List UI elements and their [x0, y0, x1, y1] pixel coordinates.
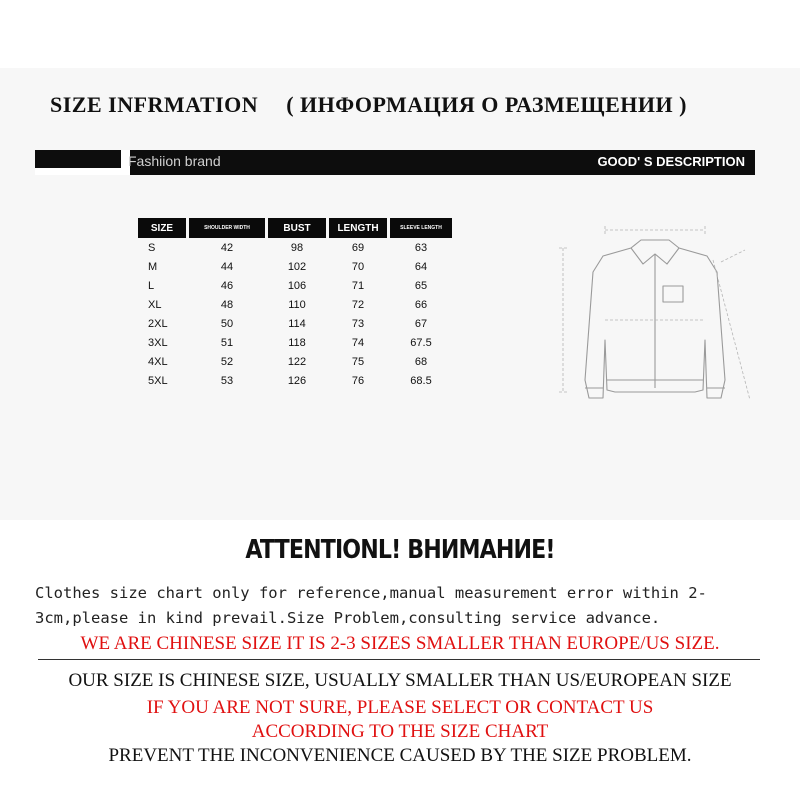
cell-shoulder: 46 — [220, 279, 234, 292]
cell-size: M — [148, 260, 158, 273]
table-row — [138, 257, 452, 276]
cell-size: S — [148, 241, 156, 254]
cell-length: 73 — [351, 317, 365, 330]
notice-line-2: 3cm,please in kind prevail.Size Problem,consulting service advance. — [35, 609, 661, 627]
cell-shoulder: 51 — [220, 336, 234, 349]
top-margin — [0, 0, 800, 68]
header-sleeve-length: SLEEVE LENGTH — [390, 218, 452, 238]
cell-shoulder: 53 — [220, 374, 234, 387]
page-title-en: SIZE INFRMATION — [50, 92, 259, 117]
cell-bust: 110 — [288, 298, 306, 311]
cell-sleeve: 63 — [414, 241, 428, 254]
cell-bust: 102 — [287, 260, 307, 273]
header-length: LENGTH — [329, 218, 387, 238]
pocket-outline — [663, 286, 683, 302]
attention-heading: ATTENTIONL! ВНИМАНИЕ! — [245, 535, 555, 565]
contact-note-1: IF YOU ARE NOT SURE, PLEASE SELECT OR CONTACT US — [146, 697, 654, 718]
section-bar — [35, 150, 755, 175]
header-bust: BUST — [268, 218, 326, 238]
page-title — [50, 92, 687, 118]
table-row — [138, 352, 452, 371]
cell-shoulder: 50 — [220, 317, 234, 330]
divider — [38, 659, 760, 660]
cell-length: 72 — [351, 298, 365, 311]
table-row — [138, 238, 452, 257]
cell-bust: 114 — [288, 317, 306, 330]
brand-tab — [35, 150, 130, 175]
cell-bust: 98 — [290, 241, 304, 254]
cell-size: 2XL — [148, 317, 168, 330]
cell-length: 70 — [351, 260, 365, 273]
cell-sleeve: 68.5 — [410, 374, 432, 387]
cell-size: 5XL — [148, 374, 168, 387]
cell-sleeve: 64 — [414, 260, 428, 273]
contact-note-2: ACCORDING TO THE SIZE CHART — [251, 721, 549, 742]
shirt-measurement-diagram — [545, 220, 765, 420]
description-label: GOOD' S DESCRIPTION — [597, 154, 745, 169]
cell-length: 76 — [351, 374, 365, 387]
notice-line-1: Clothes size chart only for reference,manual measurement error within 2- — [35, 584, 707, 602]
cell-length: 74 — [351, 336, 365, 349]
header-size: SIZE — [138, 218, 186, 238]
cell-bust: 118 — [288, 336, 306, 349]
table-row — [138, 295, 452, 314]
brand-label: Fashiion brand — [128, 153, 221, 169]
cell-sleeve: 67.5 — [410, 336, 432, 349]
cell-bust: 106 — [287, 279, 307, 292]
cell-shoulder: 52 — [220, 355, 234, 368]
cell-sleeve: 66 — [414, 298, 428, 311]
cell-size: 3XL — [148, 336, 168, 349]
table-row — [138, 314, 452, 333]
cell-length: 75 — [351, 355, 365, 368]
our-size-note: OUR SIZE IS CHINESE SIZE, USUALLY SMALLER THAN US/EUROPEAN SIZE — [68, 670, 732, 691]
sleeve-measure-line — [713, 260, 750, 400]
cell-sleeve: 67 — [414, 317, 428, 330]
size-table — [135, 218, 455, 390]
table-row — [138, 333, 452, 352]
cell-sleeve: 68 — [414, 355, 428, 368]
table-row — [138, 371, 452, 390]
sleeve-tick-top — [721, 250, 745, 262]
cell-shoulder: 48 — [220, 298, 234, 311]
page-title-ru: ( ИНФОРМАЦИЯ О РАЗМЕЩЕНИИ ) — [286, 92, 687, 117]
cell-bust: 122 — [287, 355, 307, 368]
cell-length: 71 — [351, 279, 365, 292]
prevent-note: PREVENT THE INCONVENIENCE CAUSED BY THE SIZE PROBLEM. — [108, 745, 692, 766]
cell-length: 69 — [351, 241, 365, 254]
cell-size: 4XL — [148, 355, 168, 368]
cell-sleeve: 65 — [414, 279, 428, 292]
cell-size: XL — [148, 298, 162, 311]
table-row — [138, 276, 452, 295]
cell-bust: 126 — [287, 374, 307, 387]
size-table-header — [138, 218, 452, 238]
chinese-size-warning: WE ARE CHINESE SIZE IT IS 2-3 SIZES SMALLER THAN EUROPE/US SIZE. — [80, 633, 720, 654]
cell-shoulder: 42 — [220, 241, 234, 254]
header-shoulder-width: SHOULDER WIDTH — [189, 218, 265, 238]
cell-shoulder: 44 — [220, 260, 234, 273]
cell-size: L — [148, 279, 155, 292]
